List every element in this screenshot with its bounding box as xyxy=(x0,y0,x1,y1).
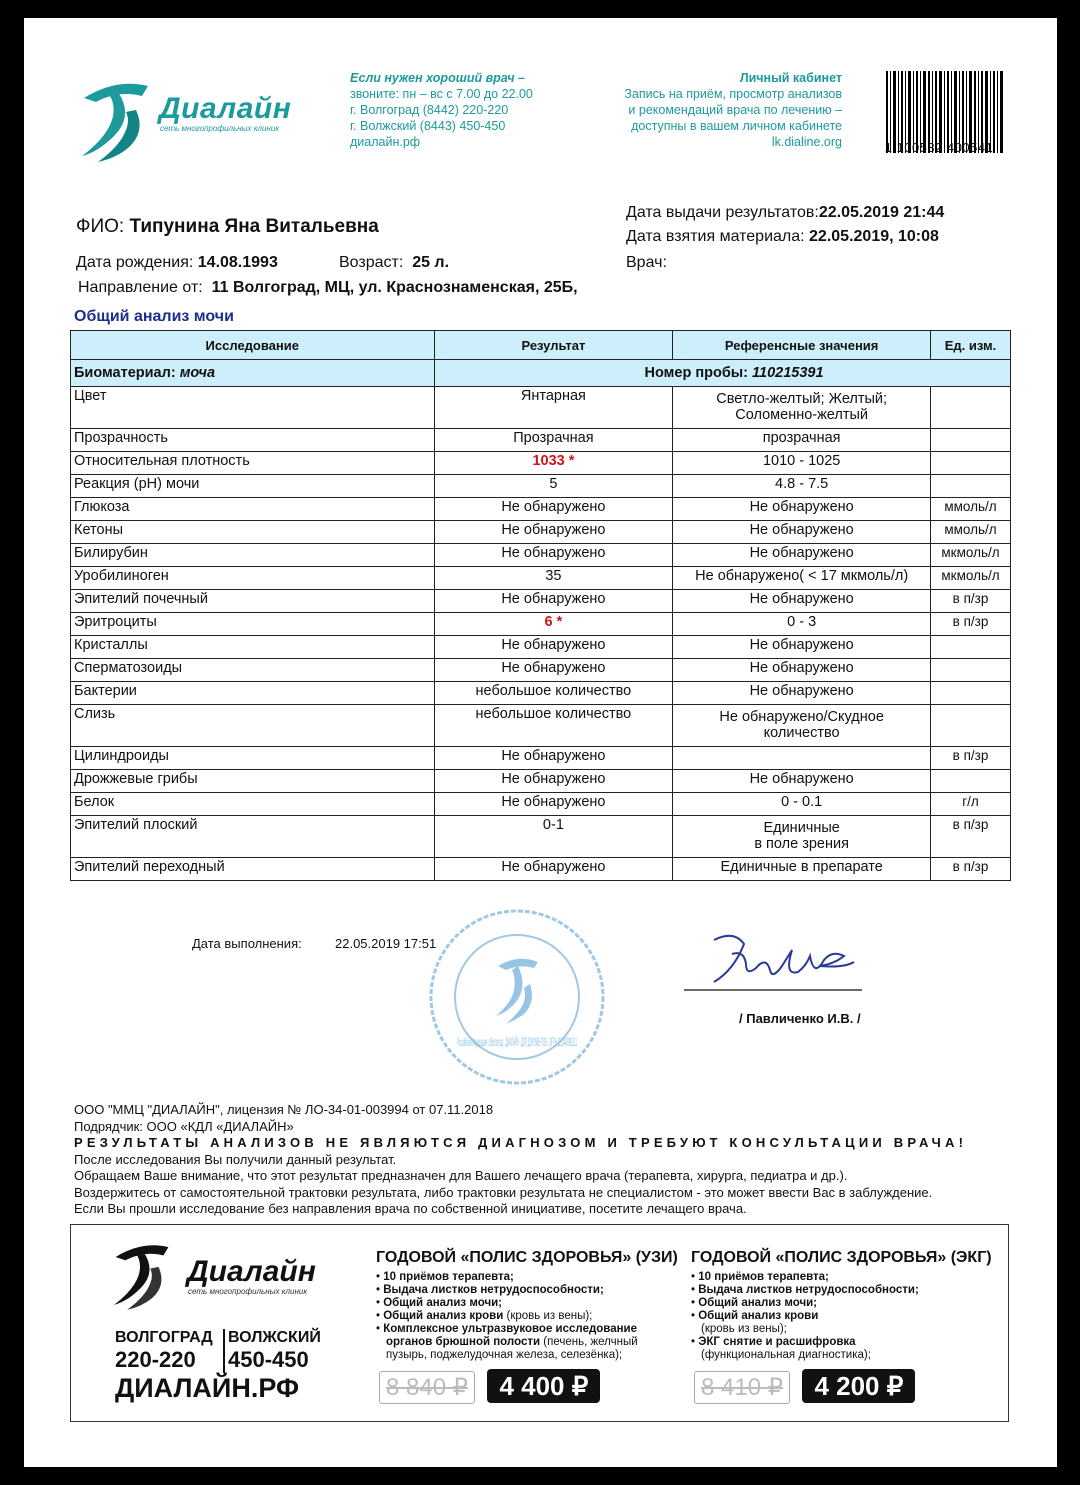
table-row xyxy=(71,544,1011,567)
footer-note: После исследования Вы получили данный результат. xyxy=(74,1151,397,1167)
table-row xyxy=(71,770,1011,793)
cabinet-line: доступны в вашем личном кабинете xyxy=(631,119,842,133)
brand-name: Диалайн xyxy=(159,92,292,125)
reference-line-2: количество xyxy=(763,725,840,741)
new-price: 4 400 ₽ xyxy=(487,1369,600,1403)
contacts-site-link[interactable]: диалайн.рф xyxy=(350,135,421,149)
age-value: 25 л. xyxy=(412,254,450,271)
reference-line: Не обнаружено/Скудное xyxy=(719,709,884,725)
contacts-block xyxy=(350,70,570,150)
reference-line-2: Соломенно-желтый xyxy=(735,407,869,423)
referral-line xyxy=(78,279,578,297)
list-item: • Общий анализ мочи; xyxy=(376,1297,503,1309)
biomaterial-row xyxy=(71,360,1011,387)
cabinet-line: и рекомендаций врача по лечению – xyxy=(628,103,842,117)
test-reference: Не обнаружено( < 17 мкмоль/л) xyxy=(673,567,931,590)
list-item: • Общий анализ мочи; xyxy=(691,1297,818,1309)
material-date-label: Дата взятия материала: xyxy=(626,228,805,245)
cabinet-block xyxy=(584,70,842,150)
test-name: Эпителий плоский xyxy=(71,816,435,858)
test-result: Не обнаружено xyxy=(434,659,673,682)
sample-cell xyxy=(434,360,1010,387)
test-result: Не обнаружено xyxy=(434,544,673,567)
test-unit xyxy=(931,475,1011,498)
test-result: 35 xyxy=(434,567,673,590)
dialine-logo-icon xyxy=(76,76,156,166)
test-reference xyxy=(673,387,931,429)
reference-line-2: в поле зрения xyxy=(754,836,849,852)
old-price: 8 410 ₽ xyxy=(694,1371,790,1404)
test-unit xyxy=(931,429,1011,452)
referral-label: Направление от: xyxy=(78,279,203,296)
contacts-line: г. Волгоград (8442) 220-220 xyxy=(350,103,509,117)
age-line xyxy=(339,254,449,272)
test-name: Эпителий почечный xyxy=(71,590,435,613)
old-price: 8 840 ₽ xyxy=(379,1371,475,1404)
table-row xyxy=(71,793,1011,816)
ad-banner[interactable] xyxy=(70,1224,1009,1422)
test-unit: мкмоль/л xyxy=(931,567,1011,590)
table-row xyxy=(71,387,1011,429)
test-result: Не обнаружено xyxy=(434,793,673,816)
list-item: • 10 приёмов терапевта; xyxy=(691,1271,829,1283)
header-test: Исследование xyxy=(71,331,435,360)
header-unit: Ед. изм. xyxy=(931,331,1011,360)
city-volzhsky xyxy=(228,1329,321,1373)
test-unit: в п/зр xyxy=(931,816,1011,858)
signer-name: / Павличенко И.В. / xyxy=(739,1011,861,1026)
policy-ecg-list xyxy=(691,1271,981,1362)
policy-ecg-title: ГОДОВОЙ «ПОЛИС ЗДОРОВЬЯ» (ЭКГ) xyxy=(691,1249,992,1266)
brand-subtitle: сеть многопрофильных клиник xyxy=(160,124,280,133)
city-name: ВОЛГОГРАД xyxy=(115,1329,213,1346)
footer-warning: РЕЗУЛЬТАТЫ АНАЛИЗОВ НЕ ЯВЛЯЮТСЯ ДИАГНОЗОМ И ТРЕБУЮТ КОНСУЛЬТАЦИИ ВРАЧА! xyxy=(74,1135,968,1150)
test-unit: ммоль/л xyxy=(931,521,1011,544)
test-name: Кетоны xyxy=(71,521,435,544)
test-result: Не обнаружено xyxy=(434,747,673,770)
test-unit: мкмоль/л xyxy=(931,544,1011,567)
test-result: Не обнаружено xyxy=(434,521,673,544)
test-result-abnormal: 6 * xyxy=(434,613,673,636)
test-unit xyxy=(931,705,1011,747)
list-item: (кровь из вены); xyxy=(701,1323,787,1335)
test-reference: Не обнаружено xyxy=(673,498,931,521)
test-name: Глюкоза xyxy=(71,498,435,521)
results-table xyxy=(70,330,1011,881)
stamp-text: Российская Федерация г. Волгоград · ДИАЛАЙН · ДЛЯ ДОКУМЕНТОВ · ОГРН 1113443001611 xyxy=(457,1035,979,1049)
cabinet-link[interactable]: lk.dialine.org xyxy=(771,135,842,149)
birth-label: Дата рождения: xyxy=(76,254,194,271)
table-row xyxy=(71,705,1011,747)
table-row xyxy=(71,429,1011,452)
table-row xyxy=(71,636,1011,659)
completion-date: 22.05.2019 17:51 xyxy=(335,936,437,951)
reference-line: Единичные xyxy=(763,820,840,836)
material-date-line xyxy=(626,228,939,246)
test-result: небольшое количество xyxy=(434,705,673,747)
list-item: органов брюшной полости (печень, желчный xyxy=(386,1336,638,1348)
test-name: Цвет xyxy=(71,387,435,429)
test-name: Уробилиноген xyxy=(71,567,435,590)
dialine-logo-icon xyxy=(109,1237,175,1315)
price-ecg xyxy=(694,1371,915,1402)
test-name: Бактерии xyxy=(71,682,435,705)
test-unit: в п/зр xyxy=(931,590,1011,613)
footer-note: Воздержитесь от самостоятельной трактовки результата, либо трактовки результата не специалистом - это может ввести Вас в заблуждение. xyxy=(74,1184,933,1200)
fio-label: ФИО: xyxy=(76,216,125,237)
test-name: Эритроциты xyxy=(71,613,435,636)
policy-uzi-list xyxy=(376,1271,666,1362)
test-name: Эпителий переходный xyxy=(71,858,435,881)
legal-footer xyxy=(74,1102,1034,1218)
table-row xyxy=(71,613,1011,636)
document-page xyxy=(24,18,1057,1467)
ad-brand-name: Диалайн xyxy=(187,1255,316,1288)
city-phone: 450-450 xyxy=(228,1347,309,1372)
test-unit xyxy=(931,682,1011,705)
age-label: Возраст: xyxy=(339,254,404,271)
test-result: 5 xyxy=(434,475,673,498)
test-result: Янтарная xyxy=(434,387,673,429)
city-volgograd xyxy=(115,1329,225,1373)
footer-note: Обращаем Ваше внимание, что этот результат предназначен для Вашего лечащего врача (терапевта, хирурга, педиатра и др.). xyxy=(74,1168,848,1183)
table-row xyxy=(71,858,1011,881)
test-unit xyxy=(931,659,1011,682)
list-item: • 10 приёмов терапевта; xyxy=(376,1271,514,1283)
table-row xyxy=(71,498,1011,521)
table-row xyxy=(71,816,1011,858)
test-result: Не обнаружено xyxy=(434,498,673,521)
city-name: ВОЛЖСКИЙ xyxy=(228,1329,321,1346)
test-reference: Единичные в препарате xyxy=(673,858,931,881)
test-reference: прозрачная xyxy=(673,429,931,452)
test-name: Относительная плотность xyxy=(71,452,435,475)
test-reference: 0 - 3 xyxy=(673,613,931,636)
city-phone: 220-220 xyxy=(115,1347,196,1372)
analysis-title: Общий анализ мочи xyxy=(74,308,234,325)
test-unit xyxy=(931,770,1011,793)
doctor-label: Врач: xyxy=(626,254,667,271)
ad-brand-subtitle: сеть многопрофильных клиник xyxy=(188,1287,308,1296)
list-item: (функциональная диагностика); xyxy=(701,1349,871,1361)
cabinet-line: Запись на приём, просмотр анализов xyxy=(624,87,842,101)
list-item: • Общий анализ крови xyxy=(691,1310,819,1322)
barcode-number: 1 100532 400541 xyxy=(884,140,994,155)
test-result-abnormal: 1033 * xyxy=(434,452,673,475)
policy-uzi-title: ГОДОВОЙ «ПОЛИС ЗДОРОВЬЯ» (УЗИ) xyxy=(376,1249,678,1266)
test-result: Не обнаружено xyxy=(434,590,673,613)
table-row xyxy=(71,567,1011,590)
test-name: Сперматозоиды xyxy=(71,659,435,682)
reference-line: Светло-желтый; Желтый; xyxy=(716,391,888,407)
test-result: 0-1 xyxy=(434,816,673,858)
test-reference: Не обнаружено xyxy=(673,544,931,567)
list-item: • Выдача листков нетрудоспособности; xyxy=(691,1284,919,1296)
ad-site-link[interactable]: ДИАЛАЙН.РФ xyxy=(115,1373,300,1403)
referral-value: 11 Волгоград, МЦ, ул. Краснознаменская, 25Б, xyxy=(211,279,578,296)
issue-date-line xyxy=(626,204,944,222)
table-row xyxy=(71,521,1011,544)
material-date: 22.05.2019, 10:08 xyxy=(809,228,939,245)
issue-date: 22.05.2019 21:44 xyxy=(818,204,945,221)
table-row xyxy=(71,659,1011,682)
header-result: Результат xyxy=(434,331,673,360)
patient-name-line xyxy=(76,216,379,238)
table-row xyxy=(71,682,1011,705)
test-unit: в п/зр xyxy=(931,858,1011,881)
test-result: Не обнаружено xyxy=(434,636,673,659)
biomaterial-value: моча xyxy=(179,365,216,381)
test-reference: Не обнаружено xyxy=(673,590,931,613)
test-unit: в п/зр xyxy=(931,613,1011,636)
patient-name: Типунина Яна Витальевна xyxy=(129,216,379,237)
contacts-line: г. Волжский (8443) 450-450 xyxy=(350,119,506,133)
test-unit xyxy=(931,452,1011,475)
test-name: Белок xyxy=(71,793,435,816)
test-result: небольшое количество xyxy=(434,682,673,705)
test-name: Слизь xyxy=(71,705,435,747)
table-row xyxy=(71,590,1011,613)
sample-label: Номер пробы: xyxy=(644,365,748,381)
test-reference xyxy=(673,747,931,770)
price-uzi xyxy=(379,1371,600,1402)
test-reference: 4.8 - 7.5 xyxy=(673,475,931,498)
test-reference: Не обнаружено xyxy=(673,659,931,682)
footer-note: Если Вы прошли исследование без направления врача по собственной инициативе, посетите лечащего врача. xyxy=(74,1201,747,1216)
issue-date-label: Дата выдачи результатов: xyxy=(626,204,819,221)
contacts-title: Если нужен хороший врач – xyxy=(350,71,525,85)
list-item: пузырь, поджелудочная железа, селезёнка); xyxy=(386,1349,623,1361)
test-reference: Не обнаружено xyxy=(673,521,931,544)
contacts-line: звоните: пн – вс с 7.00 до 22.00 xyxy=(350,87,533,101)
birth-date: 14.08.1993 xyxy=(197,254,278,271)
test-unit: г/л xyxy=(931,793,1011,816)
test-reference: Не обнаружено xyxy=(673,682,931,705)
birth-line xyxy=(76,254,278,272)
footer-contractor: Подрядчик: ООО «КДЛ «ДИАЛАЙН» xyxy=(74,1118,294,1134)
table-row xyxy=(71,475,1011,498)
test-unit: ммоль/л xyxy=(931,498,1011,521)
test-unit xyxy=(931,387,1011,429)
biomaterial-label: Биоматериал: xyxy=(74,365,176,381)
test-name: Кристаллы xyxy=(71,636,435,659)
test-result: Не обнаружено xyxy=(434,858,673,881)
test-reference: Не обнаружено xyxy=(673,770,931,793)
test-reference: 1010 - 1025 xyxy=(673,452,931,475)
completion-label: Дата выполнения: xyxy=(192,936,302,951)
table-row xyxy=(71,747,1011,770)
test-result: Не обнаружено xyxy=(434,770,673,793)
table-row xyxy=(71,452,1011,475)
test-name: Цилиндроиды xyxy=(71,747,435,770)
footer-license: ООО "ММЦ "ДИАЛАЙН", лицензия № ЛО-34-01-003994 от 07.11.2018 xyxy=(74,1102,494,1117)
test-reference xyxy=(673,816,931,858)
test-name: Прозрачность xyxy=(71,429,435,452)
table-header-row xyxy=(71,331,1011,360)
cabinet-title: Личный кабинет xyxy=(739,71,842,85)
test-reference: Не обнаружено xyxy=(673,636,931,659)
biomaterial-cell xyxy=(71,360,435,387)
list-item: • ЭКГ снятие и расшифровка xyxy=(691,1336,856,1348)
test-reference xyxy=(673,705,931,747)
new-price: 4 200 ₽ xyxy=(802,1369,915,1403)
test-reference: 0 - 0.1 xyxy=(673,793,931,816)
test-name: Реакция (pH) мочи xyxy=(71,475,435,498)
test-name: Билирубин xyxy=(71,544,435,567)
list-item: • Выдача листков нетрудоспособности; xyxy=(376,1284,604,1296)
test-result: Прозрачная xyxy=(434,429,673,452)
list-item: • Комплексное ультразвуковое исследование xyxy=(376,1323,638,1335)
list-item: • Общий анализ крови (кровь из вены); xyxy=(376,1310,593,1322)
test-unit xyxy=(931,636,1011,659)
signature-icon xyxy=(674,920,874,1000)
header-reference: Референсные значения xyxy=(673,331,931,360)
test-unit: в п/зр xyxy=(931,747,1011,770)
sample-number: 110215391 xyxy=(752,365,824,381)
test-name: Дрожжевые грибы xyxy=(71,770,435,793)
